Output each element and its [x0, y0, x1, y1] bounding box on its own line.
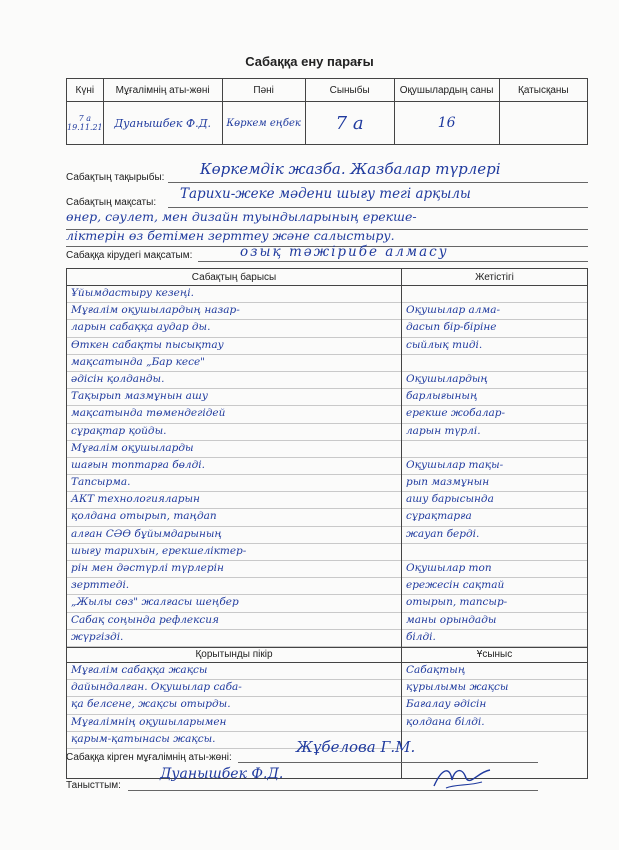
topic-value: Көркемдік жазба. Жазбалар түрлері [200, 160, 501, 178]
progress-line: Ұйымдастыру кезеңі. [67, 286, 401, 303]
progress-line: АКТ технологияларын [67, 492, 401, 509]
header-date: Күні [67, 79, 104, 102]
conclusion-line: Мұғалім сабаққа жақсы [67, 663, 401, 680]
progress-line: Тапсырма. [67, 475, 401, 492]
progress-lines [67, 286, 401, 647]
achievement-line: ерекше жобалар- [402, 406, 587, 423]
progress-line: мақсатында төмендегідей [67, 406, 401, 423]
achievement-line [402, 544, 587, 561]
achievement-line: барлығының [402, 389, 587, 406]
progress-line: „Жылы сөз" жалғасы шеңбер [67, 595, 401, 612]
signature-icon [428, 762, 498, 794]
goal-line-3: ліктерін өз бетімен зерттеу және салыстыру. [66, 228, 395, 243]
progress-line: шығу тарихын, ерекшеліктер- [67, 544, 401, 561]
suggestion-line: құрылымы жақсы [402, 680, 587, 697]
achievement-lines [402, 286, 587, 647]
acquainted-value: Дуанышбек Ф.Д. [160, 766, 284, 782]
achievement-cell [402, 286, 588, 648]
progress-line: алған СӘӨ бұйымдарының [67, 527, 401, 544]
header-attended: Қатысқаны [499, 79, 587, 102]
conclusion-line: қарым-қатынасы жақсы. [67, 732, 401, 749]
goal-line-2: өнер, сәулет, мен дизайн туындыларының ерекше- [66, 209, 417, 224]
achievement-line: Оқушылар топ [402, 561, 587, 578]
entry-goal-label: Сабаққа кірудегі мақсатым: [66, 250, 193, 261]
cell-attended [499, 102, 587, 145]
achievement-line: ережесін сақтай [402, 578, 587, 595]
achievement-line: Оқушылардың [402, 372, 587, 389]
observer-value: Жұбелова Г.М. [296, 738, 416, 756]
achievement-line: жауап берді. [402, 527, 587, 544]
cell-date: 7 а 19.11.21 [67, 102, 104, 145]
cell-students-count: 16 [394, 102, 499, 145]
progress-line: Өткен сабақты пысықтау [67, 338, 401, 355]
goal-line-1: Тарихи-жеке мәдени шығу тегі арқылы [180, 186, 471, 202]
achievement-line: білді. [402, 630, 587, 647]
progress-line: қолдана отырып, таңдап [67, 509, 401, 526]
progress-line: жүргізді. [67, 630, 401, 647]
conclusion-line: дайындалған. Оқушылар саба- [67, 680, 401, 697]
progress-line: рін мен дәстүрлі түрлерін [67, 561, 401, 578]
cell-class: 7 а [305, 102, 394, 145]
achievement-line: ашу барысында [402, 492, 587, 509]
acquainted-label: Танысттым: [66, 780, 121, 791]
suggestion-line: Сабақтың [402, 663, 587, 680]
achievement-line [402, 441, 587, 458]
header-subject: Пәні [222, 79, 305, 102]
header-class: Сыныбы [305, 79, 394, 102]
progress-line: зерттеді. [67, 578, 401, 595]
conclusion-lines [67, 663, 401, 749]
lesson-observation-table [66, 268, 588, 779]
achievement-line: дасып бір-біріне [402, 320, 587, 337]
achievement-line: Оқушылар тақы- [402, 458, 587, 475]
progress-line: Тақырып мазмұнын ашу [67, 389, 401, 406]
suggestion-line: Бағалау әдісін [402, 697, 587, 714]
progress-line: ларын сабаққа аудар ды. [67, 320, 401, 337]
achievement-line [402, 286, 587, 303]
achievement-line: отырып, тапсыр- [402, 595, 587, 612]
header-teacher-name: Мұғалімнің аты-жөні [103, 79, 222, 102]
progress-line: Сабақ соңында рефлексия [67, 613, 401, 630]
cell-subject: Көркем еңбек [222, 102, 305, 145]
entry-goal-underline [198, 261, 588, 262]
achievement-line: сыйлық тиді. [402, 338, 587, 355]
progress-line: Мұғалім оқушылардың назар- [67, 303, 401, 320]
page-title: Сабаққа ену парағы [245, 54, 374, 69]
achievement-line: сұрақтарға [402, 509, 587, 526]
conclusion-header: Қорытынды пікір [67, 647, 402, 662]
progress-line: сұрақтар қойды. [67, 424, 401, 441]
progress-cell [67, 286, 402, 648]
progress-line: әдісін қолданды. [67, 372, 401, 389]
progress-header: Сабақтың барысы [67, 269, 402, 286]
conclusion-line: қа белсене, жақсы отырды. [67, 697, 401, 714]
topic-label: Сабақтың тақырыбы: [66, 172, 165, 183]
lesson-info-table [66, 78, 588, 145]
entry-goal-value: озық тәжірибе алмасу [240, 244, 449, 260]
suggestion-lines [402, 663, 587, 732]
progress-line: мақсатында „Бар кесе" [67, 355, 401, 372]
cell-teacher-name: Дуанышбек Ф.Д. [103, 102, 222, 145]
suggestion-header: Ұсыныс [402, 647, 588, 662]
achievement-line: Оқушылар алма- [402, 303, 587, 320]
achievement-line: ларын түрлі. [402, 424, 587, 441]
header-students-count: Оқушылардың саны [394, 79, 499, 102]
observer-label: Сабаққа кірген мұғалімнің аты-жөні: [66, 752, 232, 763]
achievement-line: маны орындады [402, 613, 587, 630]
progress-line: шағын топтарға бөлді. [67, 458, 401, 475]
progress-line: Мұғалім оқушыларды [67, 441, 401, 458]
goal-label: Сабақтың мақсаты: [66, 197, 157, 208]
suggestion-line: қолдана білді. [402, 715, 587, 732]
goal-underline-1 [168, 207, 588, 208]
achievement-line: рып мазмұнын [402, 475, 587, 492]
topic-underline [168, 182, 588, 183]
achievement-line [402, 355, 587, 372]
achievement-header: Жетістігі [402, 269, 588, 286]
conclusion-line: Мұғалімнің оқушыларымен [67, 715, 401, 732]
